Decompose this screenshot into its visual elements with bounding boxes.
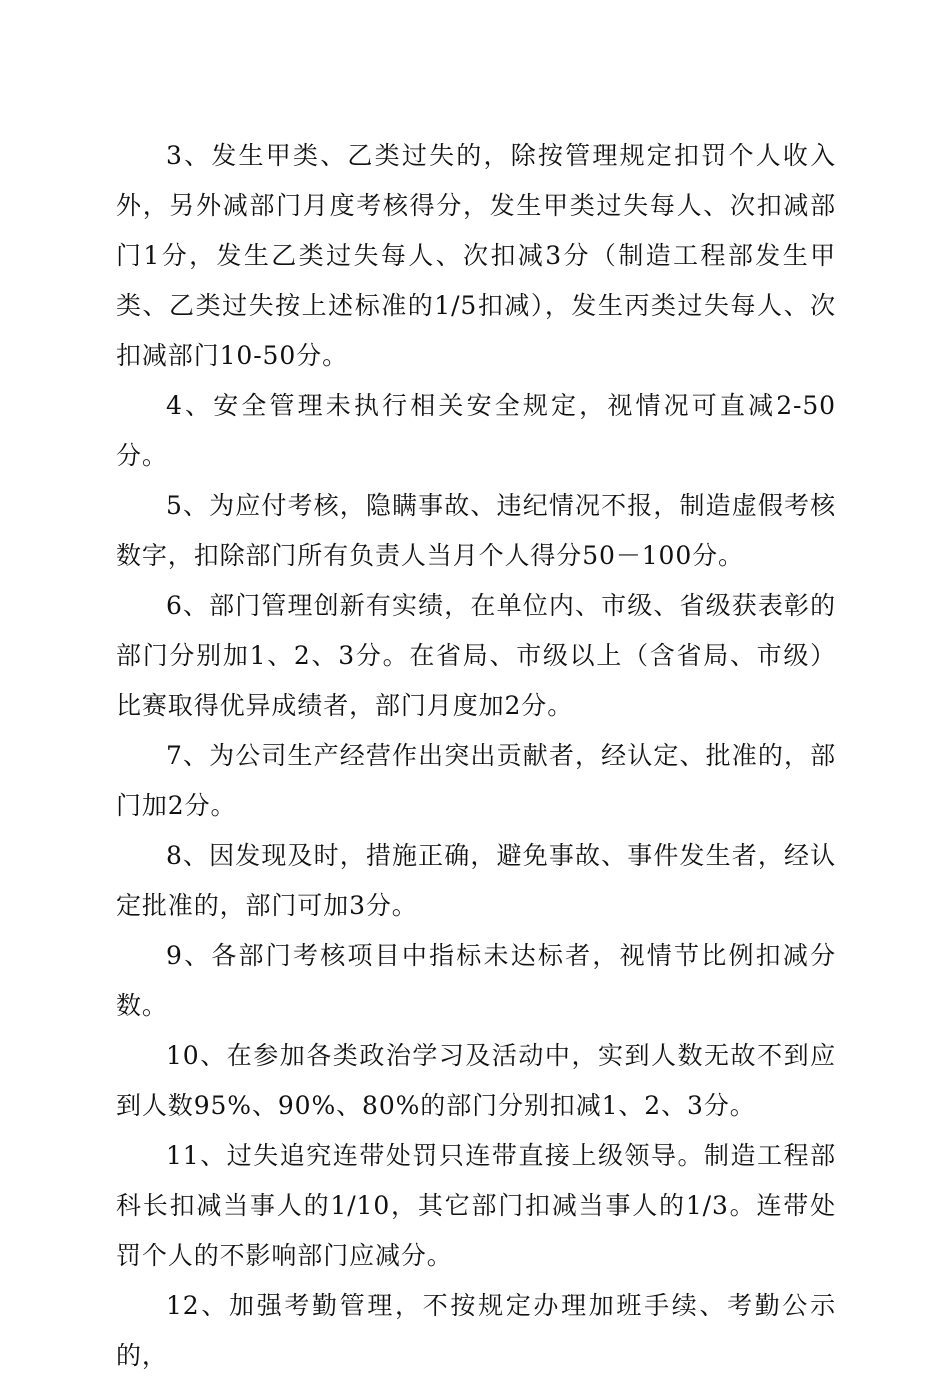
paragraph-item-8: 8、因发现及时，措施正确，避免事故、事件发生者，经认定批准的，部门可加3分。 xyxy=(116,841,836,920)
paragraph-item-7: 7、为公司生产经营作出突出贡献者，经认定、批准的，部门加2分。 xyxy=(116,741,836,820)
paragraph-item-12: 12、加强考勤管理，不按规定办理加班手续、考勤公示的， xyxy=(116,1291,836,1370)
paragraph-item-3: 3、发生甲类、乙类过失的，除按管理规定扣罚个人收入外，另外减部门月度考核得分，发生甲类过失每人、次扣减部门1分，发生乙类过失每人、次扣减3分（制造工程部发生甲类、乙类过失按上述标准的1/5扣减），发生丙类过失每人、次扣减部门10-50分。 xyxy=(116,141,836,370)
paragraph-item-11: 11、过失追究连带处罚只连带直接上级领导。制造工程部科长扣减当事人的1/10，其它部门扣减当事人的1/3。连带处罚个人的不影响部门应减分。 xyxy=(116,1141,836,1270)
paragraph-item-9: 9、各部门考核项目中指标未达标者，视情节比例扣减分数。 xyxy=(116,941,836,1020)
paragraph-item-10: 10、在参加各类政治学习及活动中，实到人数无故不到应到人数95%、90%、80%的部门分别扣减1、2、3分。 xyxy=(116,1041,836,1120)
paragraph-item-4: 4、安全管理未执行相关安全规定，视情况可直减2-50分。 xyxy=(116,391,836,470)
paragraph-item-6: 6、部门管理创新有实绩，在单位内、市级、省级获表彰的部门分别加1、2、3分。在省局、市级以上（含省局、市级）比赛取得优异成绩者，部门月度加2分。 xyxy=(116,591,836,720)
paragraph-item-5: 5、为应付考核，隐瞒事故、违纪情况不报，制造虚假考核数字，扣除部门所有负责人当月个人得分50－100分。 xyxy=(116,491,836,570)
document-body xyxy=(116,131,836,1381)
